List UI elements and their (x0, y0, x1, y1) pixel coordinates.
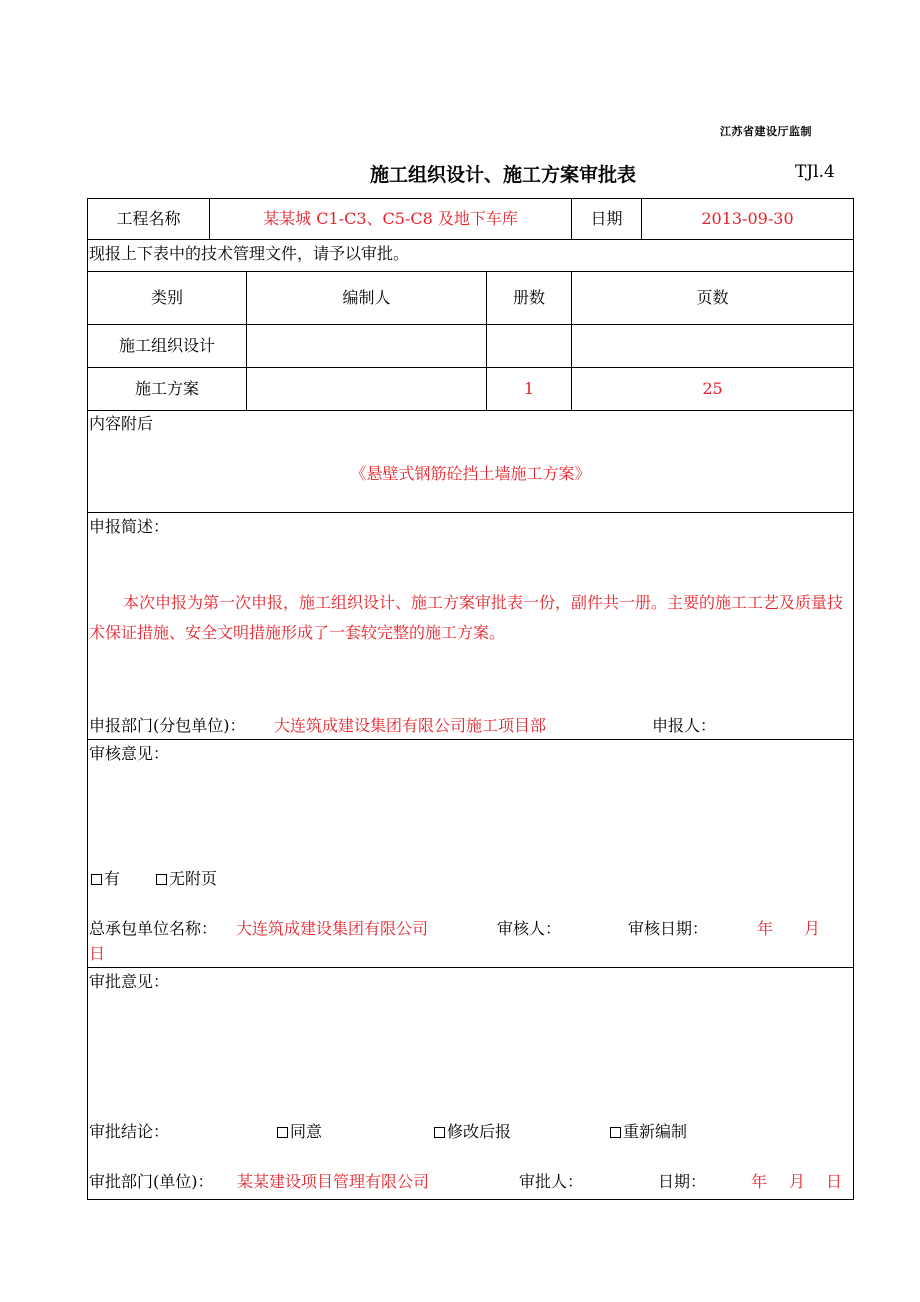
project-name-label: 工程名称 (116, 209, 181, 228)
row-divider (87, 324, 854, 325)
row-divider (87, 271, 854, 272)
row-divider (87, 367, 854, 368)
option-modify[interactable] (434, 1122, 511, 1142)
declaration-label: 申报简述： (89, 517, 170, 536)
review-label: 审核意见： (89, 744, 170, 763)
approver-label: 审批人： (519, 1172, 584, 1191)
row-category: 施工方案 (134, 379, 199, 398)
row-divider (87, 967, 854, 968)
checkbox[interactable] (434, 1127, 445, 1138)
row-pages: 25 (702, 379, 723, 398)
review-option-no-attachment[interactable] (156, 869, 217, 889)
date-value: 2013-09-30 (701, 209, 794, 228)
option-label: 重新编制 (623, 1122, 688, 1141)
row-category: 施工组织设计 (118, 336, 215, 355)
row-divider (87, 239, 854, 240)
row-divider (87, 410, 854, 411)
review-day: 日 (89, 944, 106, 963)
intro-text: 现报上下表中的技术管理文件，请予以审批。 (89, 244, 410, 263)
approval-year: 年 (751, 1172, 768, 1191)
date-label: 日期 (590, 209, 623, 228)
option-agree[interactable] (277, 1122, 322, 1142)
reviewer-label: 审核人： (497, 919, 562, 938)
checkbox[interactable] (156, 874, 167, 885)
option-redo[interactable] (610, 1122, 687, 1142)
option-label: 无附页 (169, 869, 218, 888)
header-category: 类别 (150, 288, 183, 307)
project-name-value: 某某城 C1-C3、C5-C8 及地下车库 (263, 209, 518, 228)
approval-day: 日 (826, 1172, 843, 1191)
supervisor-note: 江苏省建设厅监制 (720, 125, 812, 138)
approval-dept-label: 审批部门(单位)： (89, 1172, 214, 1191)
checkbox[interactable] (277, 1127, 288, 1138)
row-divider (87, 739, 854, 740)
form-title: 施工组织设计、施工方案审批表 (370, 164, 637, 186)
form-code: TJl.4 (795, 162, 835, 182)
conclusion-label: 审批结论： (89, 1122, 170, 1141)
review-date-label: 审核日期： (628, 919, 709, 938)
approval-label: 审批意见： (89, 972, 170, 991)
approval-dept-value: 某某建设项目管理有限公司 (237, 1172, 430, 1191)
contractor-label: 总承包单位名称： (89, 919, 218, 938)
option-label: 同意 (290, 1122, 323, 1141)
contractor-value: 大连筑成建设集团有限公司 (236, 919, 429, 938)
row-divider (87, 512, 854, 513)
review-option-yes[interactable] (91, 869, 120, 889)
checkbox[interactable] (610, 1127, 621, 1138)
declaration-dept-value: 大连筑成建设集团有限公司施工项目部 (274, 716, 547, 735)
approval-date-label: 日期： (658, 1172, 707, 1191)
row-volumes: 1 (523, 379, 535, 398)
approval-month: 月 (789, 1172, 806, 1191)
header-author: 编制人 (342, 288, 391, 307)
attachment-document: 《悬壁式钢筋砼挡土墙施工方案》 (350, 464, 591, 483)
review-month: 月 (804, 919, 821, 938)
review-year: 年 (757, 919, 774, 938)
header-volumes: 册数 (512, 288, 545, 307)
attachment-label: 内容附后 (89, 414, 154, 433)
declaration-text: 本次申报为第一次申报，施工组织设计、施工方案审批表一份，副件共一册。主要的施工工艺及质量技术保证措施、安全文明措施形成了一套较完整的施工方案。 (89, 593, 844, 642)
checkbox[interactable] (91, 874, 102, 885)
header-pages: 页数 (696, 288, 729, 307)
option-label: 有 (104, 869, 121, 888)
option-label: 修改后报 (447, 1122, 512, 1141)
applicant-label: 申报人： (652, 716, 717, 735)
declaration-dept-label: 申报部门(分包单位)： (89, 716, 246, 735)
